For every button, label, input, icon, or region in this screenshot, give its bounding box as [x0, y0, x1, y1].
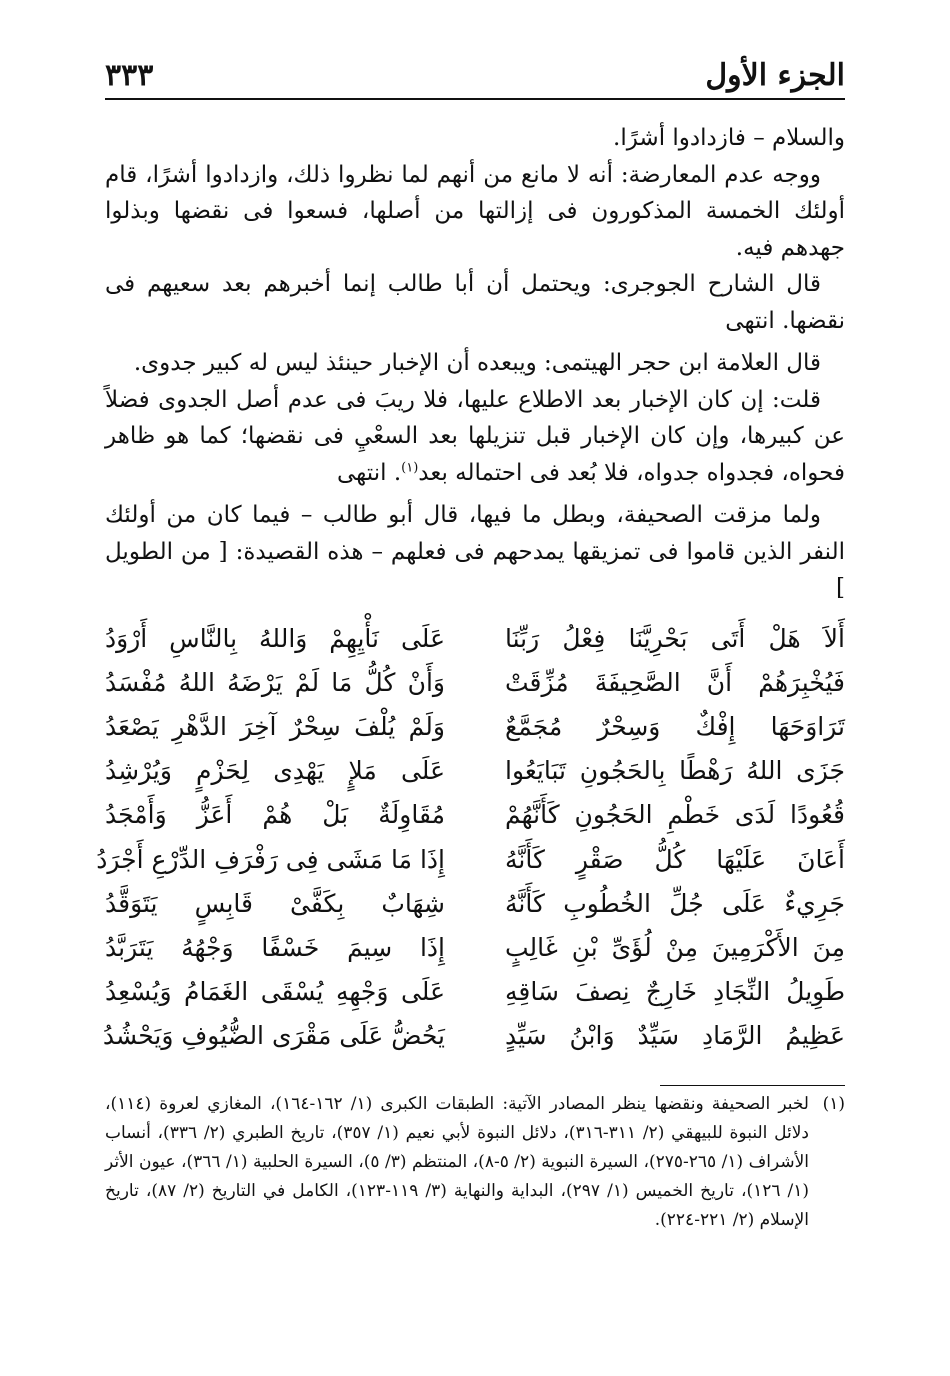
poem-verse: [105, 749, 845, 793]
verse-first-hemistich: أَلاَ هَلْ أَتَى بَحْرِيَّنَا فِعْلُ رَبِّنَا: [505, 623, 845, 653]
footnote-number: (١): [822, 1094, 845, 1114]
paragraph-3: قال الشارح الجوجرى: ويحتمل أن أبا طالب إنما أخبرهم بعد سعيهم فى نقضها. انتهى: [105, 271, 845, 334]
paragraph-2: ووجه عدم المعارضة: أنه لا مانع من أنهم لما نظروا ذلك، وازدادوا أشرًا، قام أولئك الخمسة المذكورون فى إزالتها من أصلها، فسعوا فى نقضها وبذلوا جهدهم فيه.: [105, 161, 845, 261]
page-header: [105, 52, 845, 100]
footnote-item: [105, 1090, 845, 1235]
footnote-text: لخبر الصحيفة ونقضها ينظر المصادر الآتية: الطبقات الكبرى (١/ ١٦٢-١٦٤)، المغازي لعروة (١١٤)، دلائل النبوة للبيهقي (٢/ ٣١١-٣١٦)، دلائل النبوة لأبي نعيم (١/ ٣٥٧)، تاريخ الطبري (٢/ ٣٣٦)، أنساب الأشراف (١/ ٢٦٥-٢٧٥)، السيرة النبوية (٢/ ٥-٨)، المنتظم (٣/ ٥)، السيرة الحلبية (١/ ٣٦٦)، عيون الأثر (١/ ١٢٦)، تاريخ الخميس (١/ ٢٩٧)، البداية والنهاية (٣/ ١١٩-١٢٣)، الكامل في التاريخ (٢/ ٨٧)، تاريخ الإسلام (٢/ ٢٢١-٢٢٤).: [105, 1094, 810, 1230]
verse-second-hemistich: وَأَنْ كُلُّ مَا لَمْ يَرْضَهُ اللهُ مُفْسَدُ: [105, 667, 445, 697]
footnote-reference: (١): [401, 459, 419, 475]
verse-first-hemistich: أَعَانَ عَلَيْهَا كُلُّ صَقْرٍ كَأَنَّهُ: [505, 844, 845, 874]
paragraph-5-text: قلت: إن كان الإخبار بعد الاطلاع عليها، فلا ريبَ فى عدم أصل الجدوى فضلاً عن كبيرها، وإن كان الإخبار قبل تنزيلها بعد السعْيِ فى نقضها؛ كما هو ظاهر فحواه، فجدواه جدواه، فلا بُعد فى احتماله بعد: [105, 386, 845, 486]
paragraph-4: قال العلامة ابن حجر الهيتمى: ويبعده أن الإخبار حينئذ ليس له كبير جدوى.: [133, 350, 821, 376]
paragraph-1: والسلام – فازدادوا أشرًا.: [613, 125, 845, 151]
verse-first-hemistich: تَرَاوَحَهَا إِفْكٌ وَسِحْرٌ مُجَمَّعٌ: [505, 711, 845, 741]
verse-first-hemistich: فَيُخْبِرَهُمْ أَنَّ الصَّحِيفَةَ مُزِّقَتْ: [505, 667, 845, 697]
verse-first-hemistich: عَظِيمُ الرَّمَادِ سَيِّدٌ وَابْنُ سَيِّدٍ: [505, 1021, 845, 1051]
verse-second-hemistich: عَلَى مَلإٍ يَهْدِى لِحَزْمٍ وَيُرْشِدُ: [105, 756, 445, 786]
verse-second-hemistich: إِذَا سِيمَ خَسْفًا وَجْهُهُ يَتَرَبَّدُ: [105, 932, 445, 962]
footnotes: [105, 1090, 845, 1235]
footnote-divider: [660, 1085, 845, 1086]
verse-second-hemistich: وَلَمْ يُلْفَ سِحْرٌ آخِرَ الدَّهْرِ يَصْعَدُ: [105, 711, 445, 741]
poem-verse: [105, 616, 845, 660]
poem-verse: [96, 837, 845, 881]
paragraph-5-end: . انتهى: [337, 459, 402, 486]
verse-first-hemistich: مِنَ الأَكْرَمِينَ مِنْ لُؤَىِّ بْنِ غَالِبٍ: [505, 932, 845, 962]
poem-verse: [105, 925, 845, 969]
verse-first-hemistich: جَرِيءٌ عَلَى جُلِّ الخُطُوبِ كَأَنَّهُ: [505, 888, 845, 918]
poem-verse: [105, 704, 845, 748]
poem-verse: [102, 1014, 845, 1058]
poem-verse: [105, 793, 845, 837]
verse-second-hemistich: شِهَابٌ بِكَفَّىْ قَابِسٍ يَتَوَقَّدُ: [105, 888, 445, 918]
paragraph-6: ولما مزقت الصحيفة، وبطل ما فيها، قال أبو طالب – فيما كان من أولئك النفر الذين قاموا فى تمزيقها يمدحهم فى فعلهم – هذه القصيدة: [ من الطويل ]: [105, 502, 845, 601]
poem-verse: [105, 660, 845, 704]
paragraph-5: [105, 382, 845, 492]
verse-second-hemistich: إِذَا مَا مَشَى فِى رَفْرَفِ الدِّرْعِ أَجْرَدُ: [96, 844, 445, 874]
verse-first-hemistich: طَوِيلُ النِّجَادِ خَارِجٌ نِصفَ سَاقِهِ: [505, 977, 845, 1007]
poem-verse: [105, 970, 845, 1014]
poem: [96, 616, 845, 1058]
verse-second-hemistich: عَلَى وَجْهِهِ يُسْقَى الغَمَامُ وَيُسْعِدُ: [105, 977, 445, 1007]
verse-second-hemistich: مُقَاوِلَةٌ بَلْ هُمْ أَعَزُّ وَأَمْجَدُ: [105, 800, 445, 830]
poem-verse: [105, 881, 845, 925]
verse-first-hemistich: جَزَى اللهُ رَهْطًا بِالحَجُونِ تَبَايَعُوا: [505, 756, 845, 786]
verse-first-hemistich: قُعُودًا لَدَى خَطْمِ الحَجُونِ كَأَنَّهُمْ: [505, 800, 845, 830]
body-text: [105, 120, 845, 607]
page-number: ٣٣٣: [105, 57, 154, 93]
verse-second-hemistich: يَحُضُّ عَلَى مَقْرَى الضُّيُوفِ وَيَحْشُدُ: [102, 1021, 445, 1051]
verse-second-hemistich: عَلَى نَأْيِهِمْ وَاللهُ بِالنَّاسِ أَرْوَدُ: [105, 623, 445, 653]
running-title: الجزء الأول: [705, 57, 845, 93]
